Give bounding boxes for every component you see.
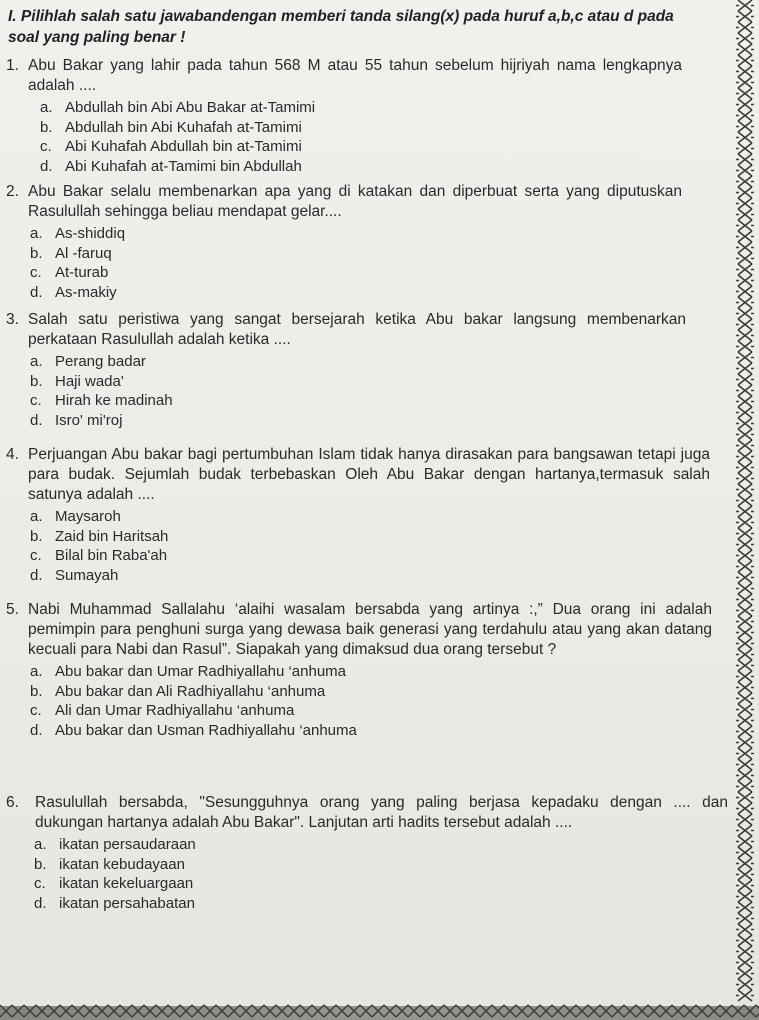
question-6 <box>6 793 728 913</box>
border-stitch <box>738 814 752 825</box>
question-number: 5. <box>6 601 19 618</box>
question-text <box>6 310 686 350</box>
option-a[interactable] <box>30 662 712 682</box>
border-stitch <box>738 803 752 814</box>
option-a[interactable] <box>30 507 710 527</box>
option-text: Abi Kuhafah Abdullah bin at-Tamimi <box>65 138 302 156</box>
option-list <box>30 662 712 740</box>
option-text: Isro' mi'roj <box>55 411 123 429</box>
border-stitch <box>396 1005 408 1017</box>
option-d[interactable] <box>34 894 728 914</box>
border-stitch <box>384 1005 396 1017</box>
border-stitch <box>738 242 752 253</box>
border-stitch <box>528 1005 540 1017</box>
border-stitch <box>348 1005 360 1017</box>
border-stitch <box>738 341 752 352</box>
border-stitch <box>738 374 752 385</box>
option-letter: c. <box>30 392 42 410</box>
border-stitch <box>432 1005 444 1017</box>
option-letter: d. <box>34 894 47 912</box>
option-text: Abi Kuhafah at-Tamimi bin Abdullah <box>65 157 302 175</box>
border-stitch <box>738 836 752 847</box>
border-stitch <box>738 792 752 803</box>
option-letter: a. <box>30 225 43 242</box>
border-stitch <box>738 176 752 187</box>
border-stitch <box>276 1005 288 1017</box>
option-letter: b. <box>30 527 43 545</box>
border-stitch <box>738 550 752 561</box>
border-stitch <box>738 264 752 275</box>
option-c[interactable] <box>30 701 712 721</box>
question-stem: Nabi Muhammad Sallalahu ‘alaihi wasalam bersabda yang artinya :,” Dua orang ini adalah pemimpin para penghuni surga yang dewasa baik generasi yang terdahulu atau yang akan datang kecuali para Nabi dan Rasul”. Siapakah yang dimaksud dua orang tersebut ? <box>28 601 712 658</box>
border-stitch <box>738 968 752 979</box>
border-stitch <box>738 363 752 374</box>
option-b[interactable] <box>30 527 710 547</box>
border-stitch <box>738 121 752 132</box>
border-stitch <box>738 528 752 539</box>
border-stitch <box>738 539 752 550</box>
border-stitch <box>738 946 752 957</box>
border-stitch <box>738 924 752 935</box>
option-b[interactable] <box>30 372 686 392</box>
border-stitch <box>738 627 752 638</box>
border-stitch <box>738 143 752 154</box>
option-letter: b. <box>30 682 43 700</box>
question-number: 2. <box>6 183 19 200</box>
border-stitch <box>312 1005 324 1017</box>
border-stitch <box>738 0 752 11</box>
border-stitch <box>228 1005 240 1017</box>
option-text: Maysaroh <box>55 508 121 525</box>
question-text <box>6 182 682 222</box>
border-stitch <box>738 209 752 220</box>
option-letter: d. <box>30 721 43 739</box>
border-stitch <box>156 1005 168 1017</box>
border-stitch <box>660 1005 672 1017</box>
border-stitch <box>738 55 752 66</box>
border-stitch <box>504 1005 516 1017</box>
question-stem: Salah satu peristiwa yang sangat bersejarah ketika Abu bakar langsung membenarkan perkataan Rasulullah adalah ketika .... <box>28 311 686 348</box>
option-letter: a. <box>40 99 53 116</box>
option-a[interactable] <box>30 352 686 372</box>
border-stitch <box>738 891 752 902</box>
border-stitch <box>738 979 752 990</box>
option-text: Sumayah <box>55 566 119 584</box>
option-text: Haji wada' <box>55 372 124 390</box>
border-stitch <box>708 1005 720 1017</box>
border-stitch <box>24 1005 36 1017</box>
border-stitch <box>738 198 752 209</box>
border-stitch <box>216 1005 228 1017</box>
option-letter: b. <box>30 372 43 390</box>
option-text: Ali dan Umar Radhiyallahu ‘anhuma <box>55 702 295 720</box>
border-stitch <box>738 935 752 946</box>
border-stitch <box>492 1005 504 1017</box>
border-stitch <box>738 44 752 55</box>
question-text <box>6 56 682 96</box>
border-stitch <box>120 1005 132 1017</box>
border-stitch <box>36 1005 48 1017</box>
option-letter: c. <box>40 138 52 156</box>
border-stitch <box>738 231 752 242</box>
option-c[interactable] <box>34 874 728 894</box>
option-text: ikatan persahabatan <box>59 894 195 912</box>
question-stem: Rasulullah bersabda, "Sesungguhnya orang yang paling berjasa kepadaku dengan .... dan dukungan hartanya adalah Abu Bakar". Lanjutan arti hadits tersebut adalah .... <box>35 794 728 831</box>
border-stitch <box>738 770 752 781</box>
option-text: At-turab <box>55 264 109 282</box>
border-stitch <box>738 418 752 429</box>
border-stitch <box>738 330 752 341</box>
border-stitch <box>738 616 752 627</box>
border-stitch <box>468 1005 480 1017</box>
option-d[interactable] <box>30 721 712 741</box>
border-stitch <box>738 693 752 704</box>
option-text: ikatan kebudayaan <box>59 855 185 873</box>
border-stitch <box>420 1005 432 1017</box>
border-stitch <box>738 517 752 528</box>
option-text: Perang badar <box>55 353 146 370</box>
option-letter: d. <box>40 157 53 175</box>
border-stitch <box>456 1005 468 1017</box>
border-stitch <box>96 1005 108 1017</box>
question-2 <box>6 182 682 302</box>
border-stitch <box>696 1005 708 1017</box>
question-3 <box>6 310 686 430</box>
decorative-bottom-border <box>0 1000 759 1020</box>
border-stitch <box>738 869 752 880</box>
option-b[interactable] <box>30 682 712 702</box>
border-stitch <box>738 495 752 506</box>
border-stitch <box>738 583 752 594</box>
option-d[interactable] <box>30 283 682 303</box>
border-stitch <box>480 1005 492 1017</box>
option-a[interactable] <box>30 224 682 244</box>
border-stitch <box>738 297 752 308</box>
question-stem: Abu Bakar yang lahir pada tahun 568 M atau 55 tahun sebelum hijriyah nama lengkapnya adalah .... <box>28 57 682 94</box>
border-stitch <box>192 1005 204 1017</box>
border-stitch <box>300 1005 312 1017</box>
question-text <box>6 793 728 833</box>
border-stitch <box>180 1005 192 1017</box>
option-c[interactable] <box>30 263 682 283</box>
option-text: Abu bakar dan Usman Radhiyallahu ‘anhuma <box>55 721 357 739</box>
option-letter: b. <box>40 118 53 136</box>
option-letter: b. <box>34 855 47 873</box>
border-stitch <box>732 1005 744 1017</box>
option-letter: c. <box>30 264 42 282</box>
border-stitch <box>648 1005 660 1017</box>
border-stitch <box>738 352 752 363</box>
option-text: Abu bakar dan Ali Radhiyallahu ‘anhuma <box>55 682 326 700</box>
border-stitch <box>288 1005 300 1017</box>
border-stitch <box>738 561 752 572</box>
border-stitch <box>738 154 752 165</box>
border-stitch <box>738 902 752 913</box>
border-stitch <box>738 396 752 407</box>
border-stitch <box>738 484 752 495</box>
border-stitch <box>516 1005 528 1017</box>
border-stitch <box>738 704 752 715</box>
option-text: Abu bakar dan Umar Radhiyallahu ‘anhuma <box>55 663 347 680</box>
border-stitch <box>738 605 752 616</box>
border-stitch <box>738 759 752 770</box>
border-stitch <box>360 1005 372 1017</box>
option-text: ikatan kekeluargaan <box>59 875 194 893</box>
question-number: 4. <box>6 446 19 463</box>
option-letter: a. <box>30 353 43 370</box>
border-stitch <box>252 1005 264 1017</box>
border-stitch <box>564 1005 576 1017</box>
option-b[interactable] <box>34 855 728 875</box>
border-stitch <box>444 1005 456 1017</box>
border-stitch <box>738 847 752 858</box>
border-stitch <box>738 682 752 693</box>
question-number: 1. <box>6 57 19 74</box>
option-list <box>30 507 710 585</box>
border-stitch <box>738 737 752 748</box>
border-stitch <box>12 1005 24 1017</box>
question-5 <box>6 600 712 740</box>
decorative-right-border <box>735 0 759 1020</box>
border-stitch <box>0 1005 12 1017</box>
question-number: 3. <box>6 311 19 328</box>
option-d[interactable] <box>40 157 682 177</box>
option-d[interactable] <box>30 566 710 586</box>
option-letter: a. <box>34 836 47 853</box>
border-stitch <box>744 1005 756 1017</box>
option-letter: d. <box>30 411 43 429</box>
border-stitch <box>738 407 752 418</box>
border-stitch <box>168 1005 180 1017</box>
border-stitch <box>738 671 752 682</box>
option-a[interactable] <box>34 835 728 855</box>
option-c[interactable] <box>30 391 686 411</box>
border-stitch <box>738 88 752 99</box>
option-letter: b. <box>30 244 43 262</box>
option-list <box>40 98 682 176</box>
option-list <box>34 835 728 913</box>
border-stitch <box>738 253 752 264</box>
border-stitch <box>738 594 752 605</box>
border-stitch <box>738 22 752 33</box>
border-stitch <box>738 99 752 110</box>
option-b[interactable] <box>40 118 682 138</box>
border-stitch <box>738 572 752 583</box>
border-stitch <box>738 957 752 968</box>
question-stem: Perjuangan Abu bakar bagi pertumbuhan Islam tidak hanya dirasakan para bangsawan tetapi juga para budak. Sejumlah budak terbebaskan Oleh Abu Bakar dengan hartanya,termasuk salah satunya adalah .... <box>28 446 710 503</box>
border-stitch <box>672 1005 684 1017</box>
border-stitch <box>60 1005 72 1017</box>
option-c[interactable] <box>40 137 682 157</box>
border-stitch <box>738 308 752 319</box>
option-text: ikatan persaudaraan <box>59 836 196 853</box>
border-stitch <box>738 649 752 660</box>
option-letter: c. <box>34 875 46 893</box>
border-stitch <box>408 1005 420 1017</box>
border-stitch <box>738 110 752 121</box>
border-stitch <box>738 913 752 924</box>
border-stitch <box>132 1005 144 1017</box>
option-b[interactable] <box>30 244 682 264</box>
border-stitch <box>738 429 752 440</box>
border-stitch <box>684 1005 696 1017</box>
border-stitch <box>588 1005 600 1017</box>
border-stitch <box>576 1005 588 1017</box>
border-stitch <box>636 1005 648 1017</box>
border-stitch <box>738 660 752 671</box>
option-list <box>30 352 686 430</box>
border-stitch <box>738 77 752 88</box>
option-letter: c. <box>30 547 42 565</box>
border-stitch <box>72 1005 84 1017</box>
border-stitch <box>240 1005 252 1017</box>
border-stitch <box>738 11 752 22</box>
option-letter: d. <box>30 283 43 301</box>
option-text: As-makiy <box>55 283 117 301</box>
option-letter: a. <box>30 508 43 525</box>
option-d[interactable] <box>30 411 686 431</box>
option-a[interactable] <box>40 98 682 118</box>
border-stitch <box>738 385 752 396</box>
border-stitch <box>738 319 752 330</box>
border-stitch <box>738 286 752 297</box>
option-text: Hirah ke madinah <box>55 392 173 410</box>
border-stitch <box>84 1005 96 1017</box>
border-stitch <box>336 1005 348 1017</box>
border-stitch <box>324 1005 336 1017</box>
border-stitch <box>738 825 752 836</box>
border-stitch <box>540 1005 552 1017</box>
option-c[interactable] <box>30 546 710 566</box>
border-stitch <box>372 1005 384 1017</box>
option-text: Zaid bin Haritsah <box>55 527 169 545</box>
border-stitch <box>738 66 752 77</box>
option-text: Abdullah bin Abi Abu Bakar at-Tamimi <box>65 99 316 116</box>
border-stitch <box>600 1005 612 1017</box>
question-4 <box>6 445 710 585</box>
border-stitch <box>738 473 752 484</box>
option-letter: a. <box>30 663 43 680</box>
border-stitch <box>738 858 752 869</box>
border-stitch <box>738 440 752 451</box>
border-stitch <box>738 33 752 44</box>
border-stitch <box>738 506 752 517</box>
border-stitch <box>738 187 752 198</box>
option-text: Bilal bin Raba'ah <box>55 547 168 565</box>
option-letter: d. <box>30 566 43 584</box>
border-stitch <box>612 1005 624 1017</box>
border-stitch <box>738 132 752 143</box>
border-stitch <box>738 462 752 473</box>
border-stitch <box>720 1005 732 1017</box>
option-text: Abdullah bin Abi Kuhafah at-Tamimi <box>65 118 302 136</box>
question-text <box>6 600 712 660</box>
border-stitch <box>48 1005 60 1017</box>
border-stitch <box>738 748 752 759</box>
border-stitch <box>738 451 752 462</box>
border-stitch <box>264 1005 276 1017</box>
border-stitch <box>738 880 752 891</box>
option-letter: c. <box>30 702 42 720</box>
border-stitch <box>738 275 752 286</box>
border-stitch <box>738 638 752 649</box>
border-stitch <box>738 220 752 231</box>
question-text <box>6 445 710 505</box>
border-stitch <box>204 1005 216 1017</box>
question-stem: Abu Bakar selalu membenarkan apa yang di katakan dan diperbuat serta yang diputuskan Rasulullah sehingga beliau mendapat gelar.... <box>28 183 682 220</box>
border-stitch <box>552 1005 564 1017</box>
border-stitch <box>108 1005 120 1017</box>
border-stitch <box>738 715 752 726</box>
instruction-heading: I. Pilihlah salah satu jawabandengan memberi tanda silang(x) pada huruf a,b,c atau d pada soal yang paling benar ! <box>8 8 674 46</box>
question-number: 6. <box>6 794 19 811</box>
border-stitch <box>738 781 752 792</box>
border-stitch <box>144 1005 156 1017</box>
question-1 <box>6 56 682 176</box>
border-stitch <box>738 726 752 737</box>
border-stitch <box>624 1005 636 1017</box>
option-text: As-shiddiq <box>55 225 126 242</box>
border-stitch <box>738 165 752 176</box>
option-text: Al -faruq <box>55 244 112 262</box>
option-list <box>30 224 682 302</box>
